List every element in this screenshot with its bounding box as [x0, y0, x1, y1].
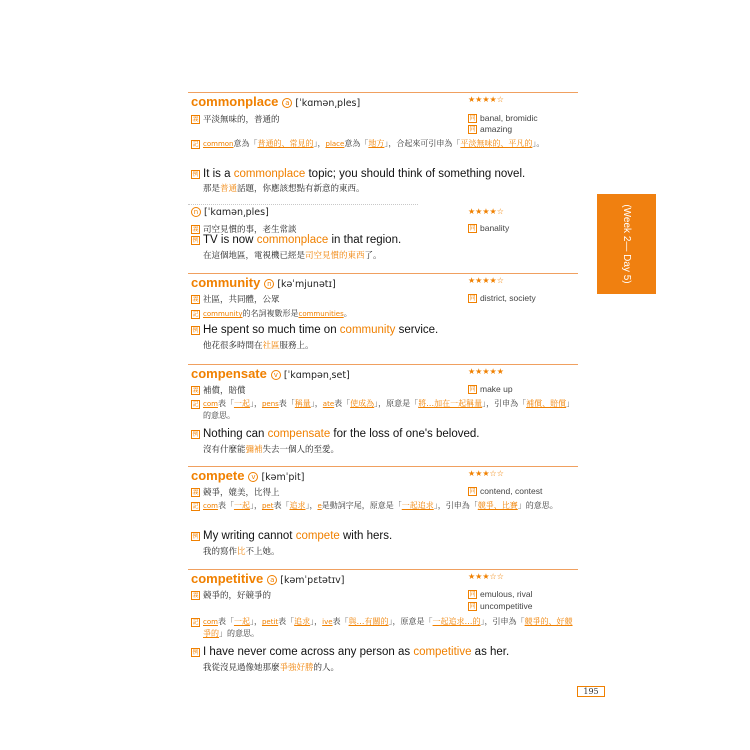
headword: community: [191, 275, 261, 290]
synonym-icon: 同: [469, 114, 476, 122]
frequency-stars: ★★★★☆: [468, 207, 504, 216]
pronunciation: [kəˈmjunətɪ]: [277, 279, 336, 290]
pronunciation: [kəmˈpit]: [261, 472, 305, 483]
entry-divider: [188, 273, 578, 274]
definition-icon: 義: [192, 115, 199, 123]
synonym-icon: 同: [469, 590, 476, 598]
chapter-side-tab: [597, 194, 656, 294]
pos-badge: n: [191, 207, 201, 217]
example-english: My writing cannot compete with hers.: [203, 530, 393, 542]
entry-divider: [188, 569, 578, 570]
example-chinese: 他花很多時間在社區服務上。: [203, 341, 314, 351]
etymology-note: common意為「普通的、常見的」，place意為「地方」，合起來可引申為「平淡無味的、平凡的」。: [203, 139, 545, 148]
memo-icon: 記: [192, 619, 199, 626]
example-english: Nothing can compensate for the loss of one's beloved.: [203, 428, 480, 440]
headword: compete: [191, 468, 245, 483]
entry-divider: [188, 364, 578, 365]
etymology-note: com表「一起」，pet表「追求」，e是動詞字尾，原意是「一起追求」，引申為「競爭、比賽」的意思。: [203, 501, 558, 510]
synonym-icon: 同: [469, 385, 476, 393]
pos-badge: n: [264, 279, 274, 289]
example-chinese: 那是普通話題，你應該想點有新意的東西。: [203, 184, 365, 194]
headword: compensate: [191, 366, 267, 381]
entry-divider: [188, 466, 578, 467]
pronunciation: [ˈkɑmən͵ples]: [204, 207, 269, 218]
headword: competitive: [191, 571, 264, 586]
example-chinese: 在這個地區，電視機已經是司空見慣的東西了。: [203, 251, 382, 261]
pronunciation: [kəmˈpɛtətɪv]: [280, 575, 345, 586]
definition: 競爭，媲美，比得上: [203, 488, 280, 498]
synonym-icon: 同: [469, 487, 476, 495]
etymology-note: community的名詞複數形是communities。: [203, 309, 352, 318]
frequency-stars: ★★★☆☆: [468, 572, 504, 581]
entry-headline: [191, 94, 360, 109]
pronunciation: [ˈkɑmpən͵set]: [283, 370, 350, 381]
definition: 司空見慣的事，老生常談: [203, 225, 297, 235]
definition-icon: 義: [192, 225, 199, 233]
example-chinese: 我從沒見過像她那麼爭強好勝的人。: [203, 663, 340, 673]
example-chinese: 我的寫作比不上她。: [203, 547, 280, 557]
example-icon: 例: [192, 648, 199, 656]
entry-headline: [191, 468, 305, 483]
pronunciation: [ˈkɑmən͵ples]: [295, 98, 361, 109]
definition: 競爭的，好競爭的: [203, 591, 272, 601]
synonyms: make up: [480, 384, 513, 394]
pos-badge: a: [282, 98, 292, 108]
side-tab-label: (Week 2— Day 5): [621, 204, 632, 284]
synonym-icon: 同: [469, 224, 476, 232]
example-icon: 例: [192, 170, 199, 178]
definition-icon: 義: [192, 295, 199, 303]
entry-headline: [191, 366, 350, 381]
antonym-icon: 同: [469, 602, 476, 610]
frequency-stars: ★★★★★: [468, 367, 504, 376]
synonyms: district, society: [480, 293, 536, 303]
memo-icon: 記: [192, 401, 199, 408]
antonym-icon: 同: [469, 125, 476, 133]
example-english: I have never come across any person as competitive as her.: [203, 646, 510, 658]
synonyms: banal, bromidic: [480, 113, 538, 123]
antonyms: uncompetitive: [480, 601, 533, 611]
example-english: He spent so much time on community service.: [203, 324, 439, 336]
example-icon: 例: [192, 236, 199, 244]
memo-icon: 記: [192, 503, 199, 510]
example-english: It is a commonplace topic; you should think of something novel.: [203, 168, 526, 180]
example-icon: 例: [192, 532, 199, 540]
definition-icon: 義: [192, 591, 199, 599]
definition: 補償，賠償: [203, 386, 246, 396]
example-icon: 例: [192, 430, 199, 438]
headword: commonplace: [191, 94, 279, 109]
synonym-icon: 同: [469, 294, 476, 302]
frequency-stars: ★★★★☆: [468, 276, 504, 285]
example-chinese: 沒有什麼能彌補失去一個人的至愛。: [203, 445, 340, 455]
page-number: 195: [577, 686, 605, 697]
synonyms: banality: [480, 223, 510, 233]
synonyms: emulous, rival: [480, 589, 533, 599]
entry-headline: [191, 571, 345, 586]
entry-divider: [188, 92, 578, 93]
frequency-stars: ★★★☆☆: [468, 469, 504, 478]
memo-icon: 記: [192, 310, 199, 318]
etymology-note: com表「一起」，pens表「稱量」，ate表「使成為」，原意是「將…加在一起稱量」，引申為「補償、賠償」的意思。: [203, 399, 575, 420]
pos-badge: v: [271, 370, 281, 380]
example-icon: 例: [192, 326, 199, 334]
memo-icon: 記: [192, 141, 199, 148]
etymology-note: com表「一起」，petit表「追求」，ive表「與…有關的」，原意是「一起追求…的」，引申為「競爭的、好競爭的」的意思。: [203, 617, 573, 638]
pos-badge: v: [248, 472, 258, 482]
synonyms: contend, contest: [480, 486, 543, 496]
entry-headline: [191, 275, 336, 290]
frequency-stars: ★★★★☆: [468, 95, 504, 104]
antonyms: amazing: [480, 124, 513, 134]
entry-headline: [191, 207, 269, 218]
definition: 平淡無味的，普通的: [203, 115, 280, 125]
pos-badge: a: [267, 575, 277, 585]
entry-divider: [188, 204, 418, 205]
example-english: TV is now commonplace in that region.: [203, 234, 402, 246]
definition-icon: 義: [192, 488, 199, 496]
definition-icon: 義: [192, 386, 199, 394]
definition: 社區，共同體，公眾: [203, 295, 280, 305]
